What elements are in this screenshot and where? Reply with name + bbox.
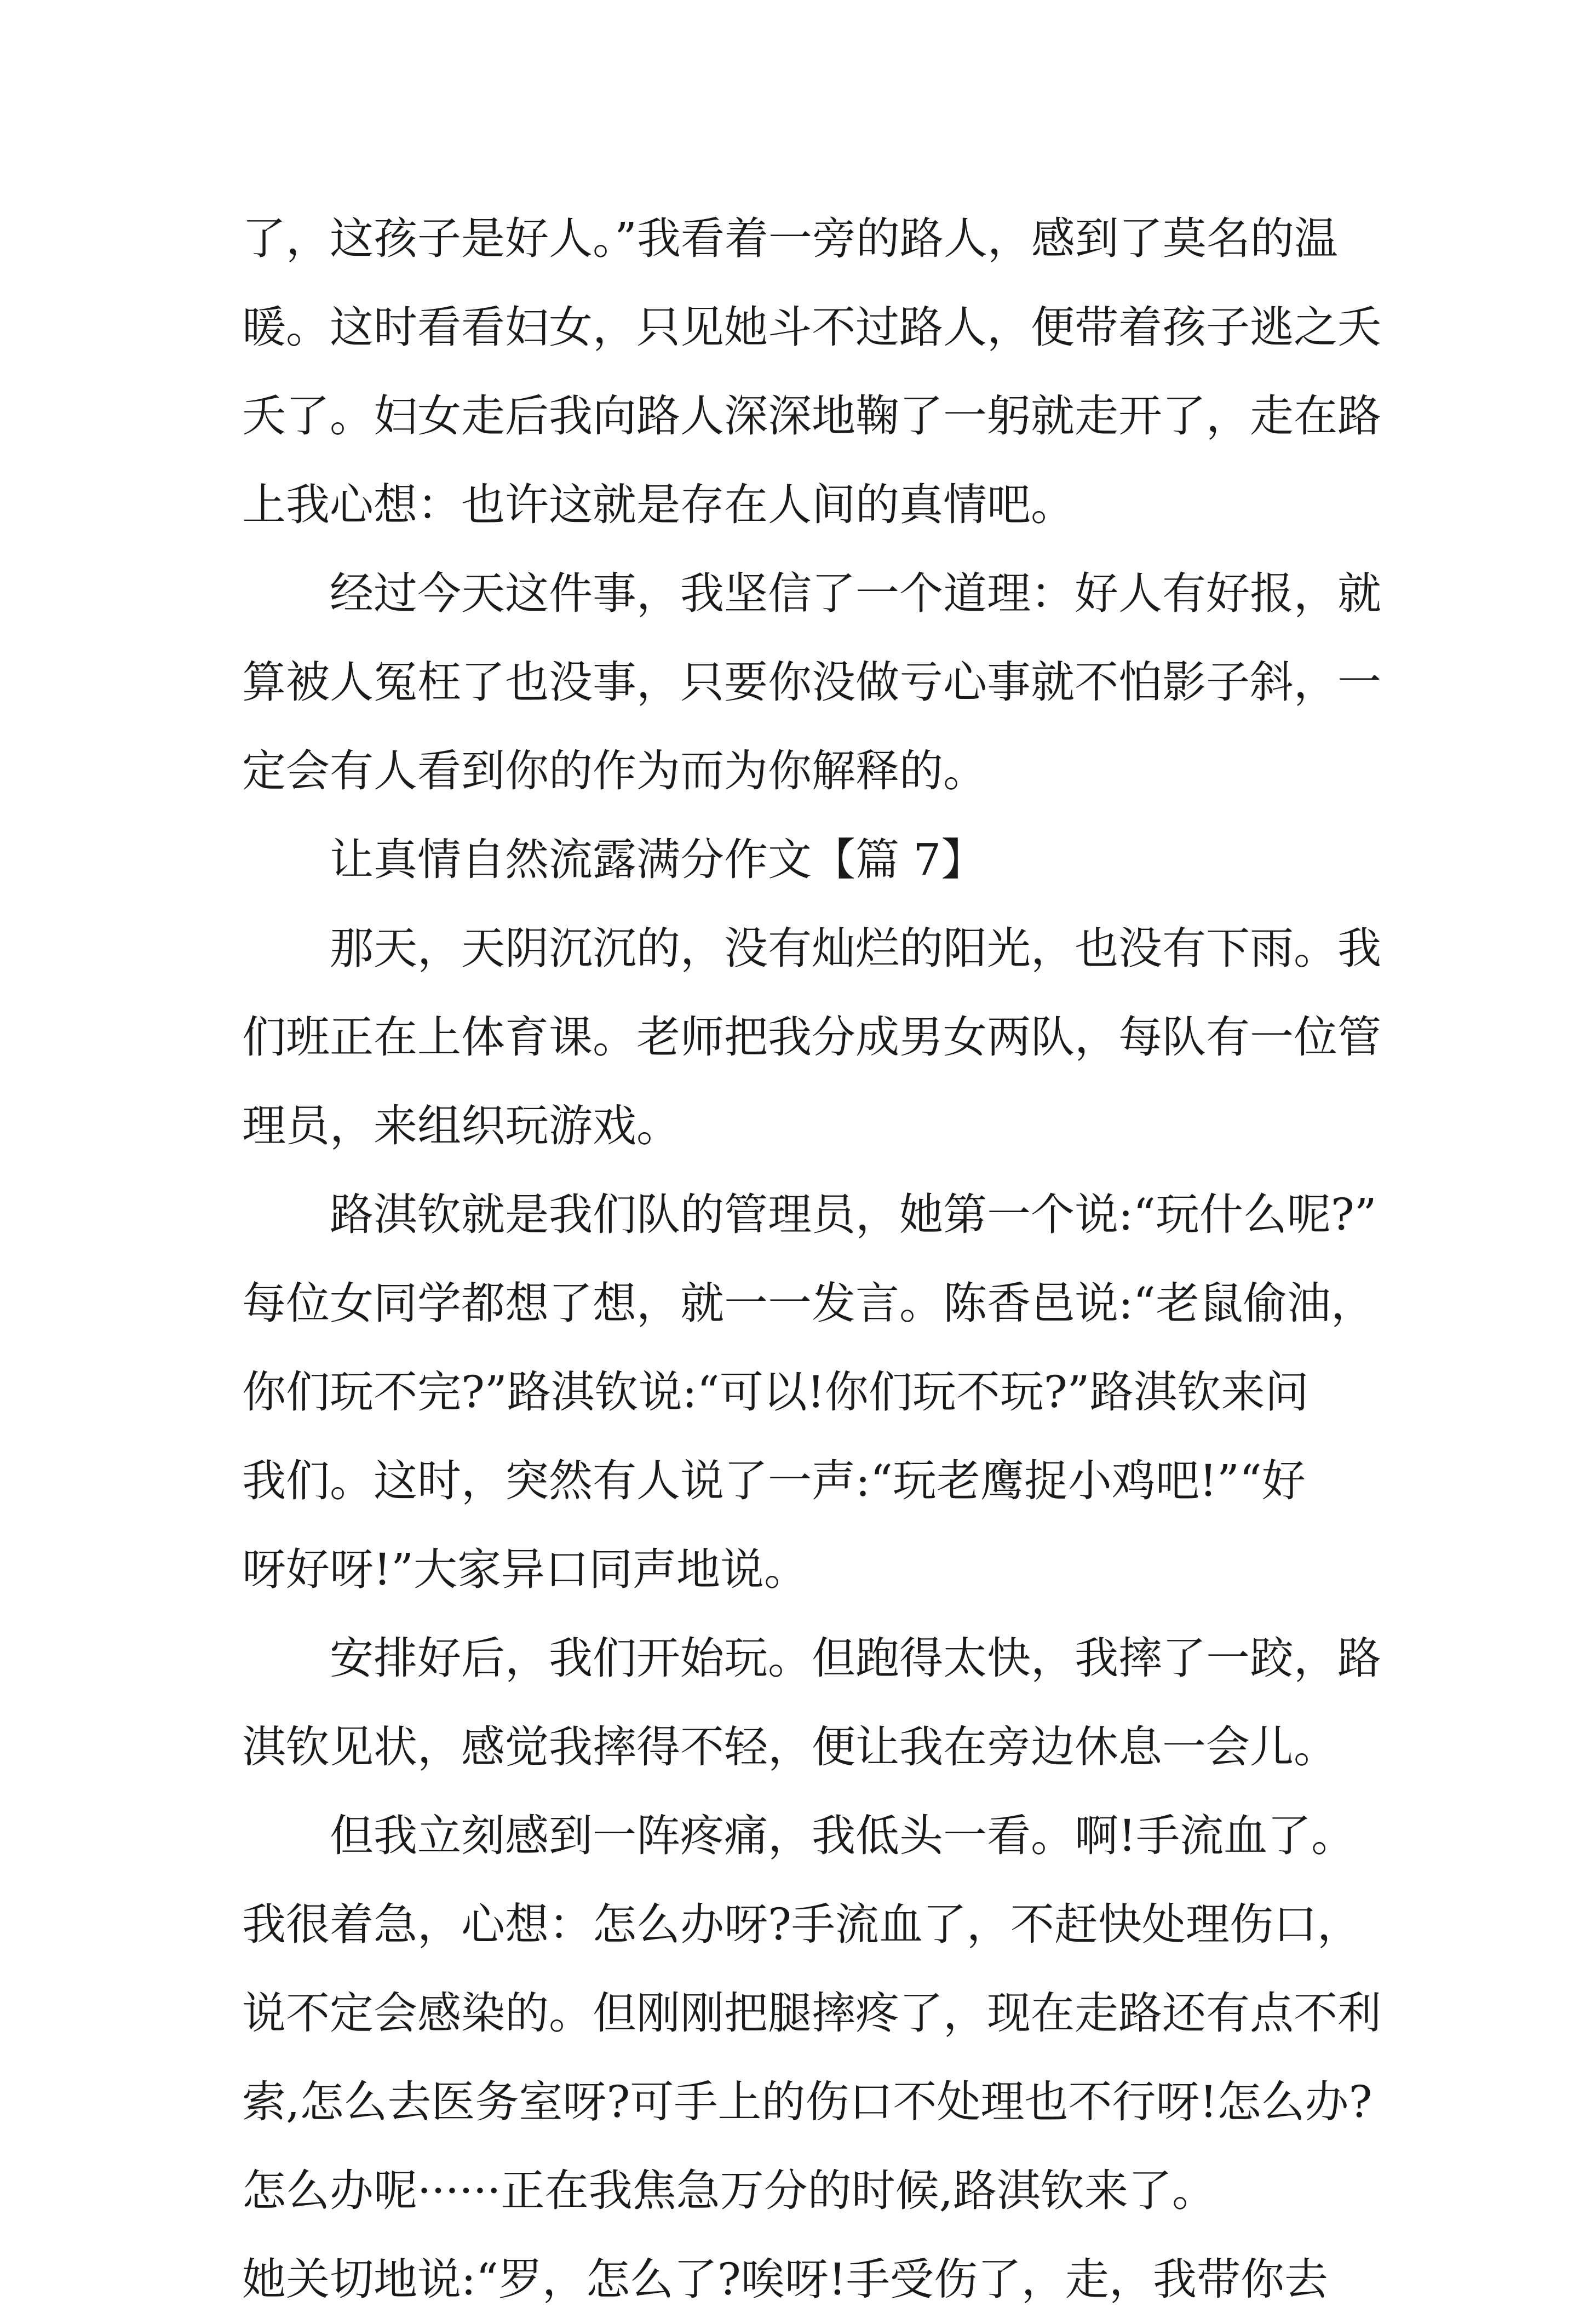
text-line: 说不定会感染的。但刚刚把腿摔疼了，现在走路还有点不利	[242, 1988, 1381, 2039]
section-heading: 让真情自然流露满分作文【篇 7】	[242, 834, 985, 885]
text-line: 索,怎么去医务室呀?可手上的伤口不处理也不行呀!怎么办?	[242, 2076, 1372, 2127]
text-line: 夭了。妇女走后我向路人深深地鞠了一躬就走开了，走在路	[242, 391, 1381, 441]
text-line: 呀好呀!”大家异口同声地说。	[242, 1544, 808, 1595]
text-line: 路淇钦就是我们队的管理员，她第一个说:“玩什么呢?”	[242, 1189, 1377, 1240]
text-line: 定会有人看到你的作为而为你解释的。	[242, 745, 987, 796]
text-line: 但我立刻感到一阵疼痛，我低头一看。啊!手流血了。	[242, 1810, 1356, 1861]
text-line: 她关切地说:“罗，怎么了?唉呀!手受伤了，走，我带你去	[242, 2254, 1328, 2305]
text-line: 每位女同学都想了想，就一一发言。陈香邑说:“老鼠偷油，	[242, 1278, 1375, 1329]
text-line: 算被人冤枉了也没事，只要你没做亏心事就不怕影子斜，一	[242, 657, 1381, 708]
document-body	[242, 194, 1381, 2324]
text-line: 那天，天阴沉沉的，没有灿烂的阳光，也没有下雨。我	[242, 923, 1381, 974]
text-line: 安排好后，我们开始玩。但跑得太快，我摔了一跤，路	[242, 1633, 1381, 1684]
text-line: 你们玩不完?”路淇钦说:“可以!你们玩不玩?”路淇钦来问	[242, 1367, 1309, 1418]
text-line: 淇钦见状，感觉我摔得不轻，便让我在旁边休息一会儿。	[242, 1722, 1337, 1772]
text-line: 上我心想：也许这就是存在人间的真情吧。	[242, 479, 1075, 530]
text-line: 经过今天这件事，我坚信了一个道理：好人有好报，就	[242, 568, 1381, 619]
text-line: 我很着急，心想：怎么办呀?手流血了，不赶快处理伤口，	[242, 1899, 1361, 1950]
text-line: 了，这孩子是好人。”我看着一旁的路人，感到了莫名的温	[242, 213, 1338, 264]
text-line: 怎么办呢······正在我焦急万分的时候,路淇钦来了。	[242, 2165, 1216, 2216]
text-line: 暖。这时看看妇女，只见她斗不过路人，便带着孩子逃之夭	[242, 302, 1381, 353]
text-line: 理员，来组织玩游戏。	[242, 1100, 680, 1151]
text-line: 们班正在上体育课。老师把我分成男女两队，每队有一位管	[242, 1012, 1381, 1063]
text-line: 我们。这时，突然有人说了一声:“玩老鹰捉小鸡吧!”“好	[242, 1455, 1306, 1506]
